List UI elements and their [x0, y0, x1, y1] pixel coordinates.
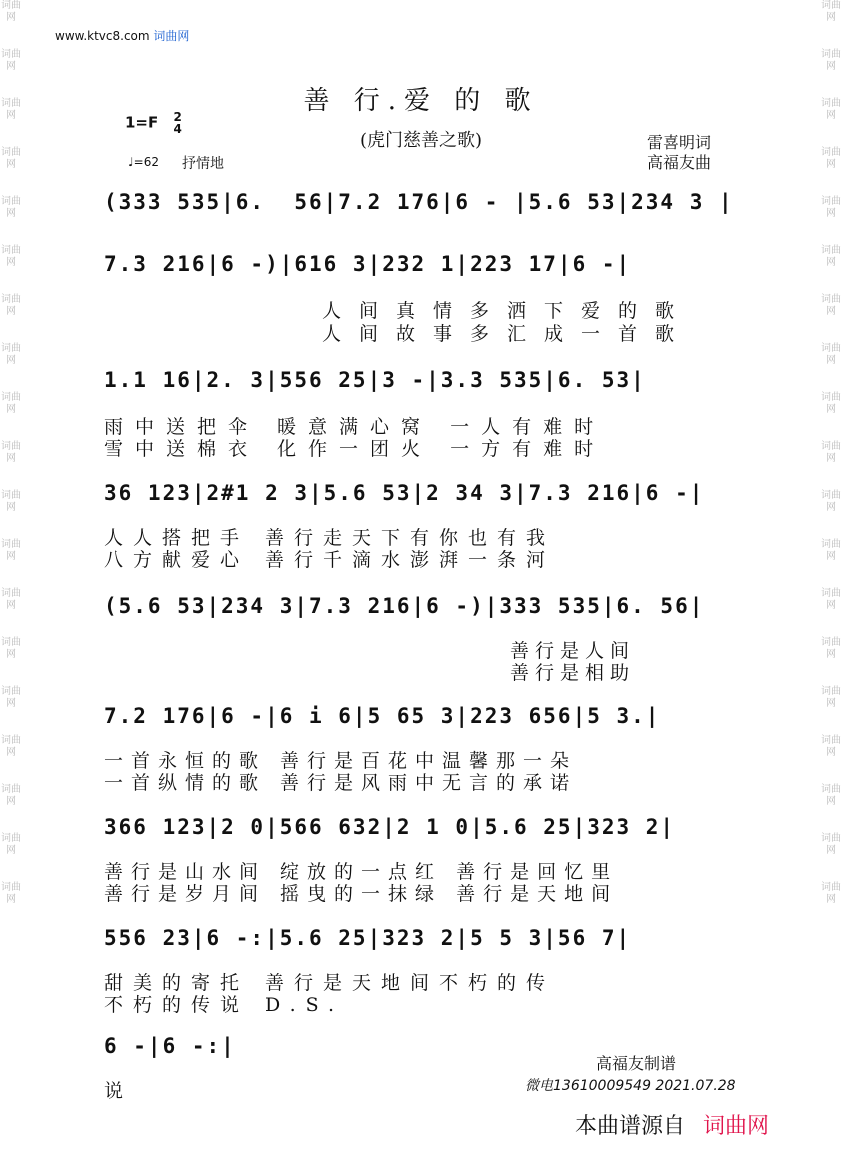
lyric-line: 善行是山水间 绽放的一点红 善行是回忆里: [104, 861, 619, 883]
footer-prefix: 本曲谱源自: [575, 1114, 686, 1139]
song-title: 善 行.爱 的 歌: [303, 86, 539, 116]
lyric-line: 善行是相助: [510, 662, 636, 684]
source-footer: [575, 1109, 769, 1140]
watermark: 词曲网: [821, 490, 841, 513]
right-watermark-strip: [820, 0, 842, 1171]
watermark: 词曲网: [821, 392, 841, 415]
watermark: 词曲网: [1, 441, 21, 464]
watermark: 词曲网: [1, 784, 21, 807]
lyricist-credit: 雷喜明词: [647, 133, 712, 152]
lyric-line: 人人搭把手 善行走天下有你也有我: [104, 527, 556, 549]
watermark: 词曲网: [1, 588, 21, 611]
watermark: 词曲网: [821, 735, 841, 758]
score-line-2: 7.3 216|6 -)|616 3|232 1|223 17|6 -|: [104, 252, 632, 276]
score-line-6: 7.2 176|6 -|6 i 6|5 65 3|223 656|5 3.|: [104, 704, 661, 728]
lyric-line: 善行是岁月间 摇曳的一抹绿 善行是天地间: [104, 883, 619, 905]
tempo-marking: ♩=62: [128, 155, 159, 169]
watermark: 词曲网: [1, 735, 21, 758]
watermark: 词曲网: [1, 49, 21, 72]
watermark: 词曲网: [1, 686, 21, 709]
watermark: 词曲网: [821, 343, 841, 366]
lyric-line: 善行是人间: [510, 640, 636, 662]
watermark: 词曲网: [821, 882, 841, 905]
lyric-line: 雨中送把伞 暖意满心窝 一人有难时: [104, 416, 606, 438]
meter-top: 2: [173, 110, 182, 124]
watermark: 词曲网: [1, 833, 21, 856]
site-name: 词曲网: [153, 29, 190, 43]
footer-brand[interactable]: 词曲网: [703, 1114, 770, 1139]
watermark: 词曲网: [1, 0, 21, 23]
expression-marking: 抒情地: [182, 156, 224, 172]
watermark: 词曲网: [821, 588, 841, 611]
watermark: 词曲网: [821, 147, 841, 170]
meter-bottom: 4: [173, 122, 182, 136]
transcriber-credit: 高福友制谱: [596, 1054, 677, 1073]
watermark: 词曲网: [1, 637, 21, 660]
watermark: 词曲网: [1, 147, 21, 170]
watermark: 词曲网: [1, 196, 21, 219]
watermark: 词曲网: [821, 196, 841, 219]
watermark: 词曲网: [821, 784, 841, 807]
lyric-line: 八方献爱心 善行千滴水澎湃一条河: [104, 549, 556, 571]
score-line-4: 36 123|2#1 2 3|5.6 53|2 34 3|7.3 216|6 -|: [104, 481, 705, 505]
watermark: 词曲网: [821, 637, 841, 660]
score-line-5: (5.6 53|234 3|7.3 216|6 -)|333 535|6. 56|: [104, 594, 705, 618]
score-line-1: (333 535|6. 56|7.2 176|6 - |5.6 53|234 3 |: [104, 190, 734, 214]
watermark: 词曲网: [1, 392, 21, 415]
watermark: 词曲网: [821, 49, 841, 72]
score-line-7: 366 123|2 0|566 632|2 1 0|5.6 25|323 2|: [104, 815, 676, 839]
left-watermark-strip: [0, 0, 22, 1171]
key-label: 1=F: [125, 113, 159, 132]
lyric-line: 雪中送棉衣 化作一团火 一方有难时: [104, 438, 606, 460]
site-url-link[interactable]: www.ktvc8.com: [55, 29, 150, 43]
key-signature: [125, 111, 182, 135]
composer-credit: 高福友曲: [647, 153, 712, 172]
contact-info: 微电13610009549 2021.07.28: [525, 1078, 736, 1094]
lyric-line: 人间故事多汇成一首歌: [322, 323, 693, 345]
lyric-line: 一首纵情的歌 善行是风雨中无言的承诺: [104, 772, 578, 794]
watermark: 词曲网: [1, 490, 21, 513]
watermark: 词曲网: [1, 539, 21, 562]
watermark: 词曲网: [821, 833, 841, 856]
watermark: 词曲网: [1, 343, 21, 366]
lyric-line: 人间真情多洒下爱的歌: [322, 300, 693, 322]
score-line-3: 1.1 16|2. 3|556 25|3 -|3.3 535|6. 53|: [104, 368, 646, 392]
watermark: 词曲网: [821, 294, 841, 317]
watermark: 词曲网: [821, 441, 841, 464]
site-header: [55, 27, 189, 44]
watermark: 词曲网: [821, 98, 841, 121]
lyric-line: 一首永恒的歌 善行是百花中温馨那一朵: [104, 750, 578, 772]
watermark: 词曲网: [821, 539, 841, 562]
watermark: 词曲网: [821, 0, 841, 23]
song-subtitle: (虎门慈善之歌): [359, 130, 483, 151]
watermark: 词曲网: [1, 294, 21, 317]
lyric-line: 说: [104, 1080, 142, 1102]
time-signature: [174, 111, 182, 135]
watermark: 词曲网: [821, 245, 841, 268]
watermark: 词曲网: [1, 245, 21, 268]
lyric-line: 甜美的寄托 善行是天地间不朽的传: [104, 972, 556, 994]
lyric-line: 不朽的传说 D.S.: [104, 994, 345, 1016]
watermark: 词曲网: [821, 686, 841, 709]
score-line-9: 6 -|6 -:|: [104, 1034, 236, 1058]
score-line-8: 556 23|6 -:|5.6 25|323 2|5 5 3|56 7|: [104, 926, 632, 950]
watermark: 词曲网: [1, 98, 21, 121]
watermark: 词曲网: [1, 882, 21, 905]
